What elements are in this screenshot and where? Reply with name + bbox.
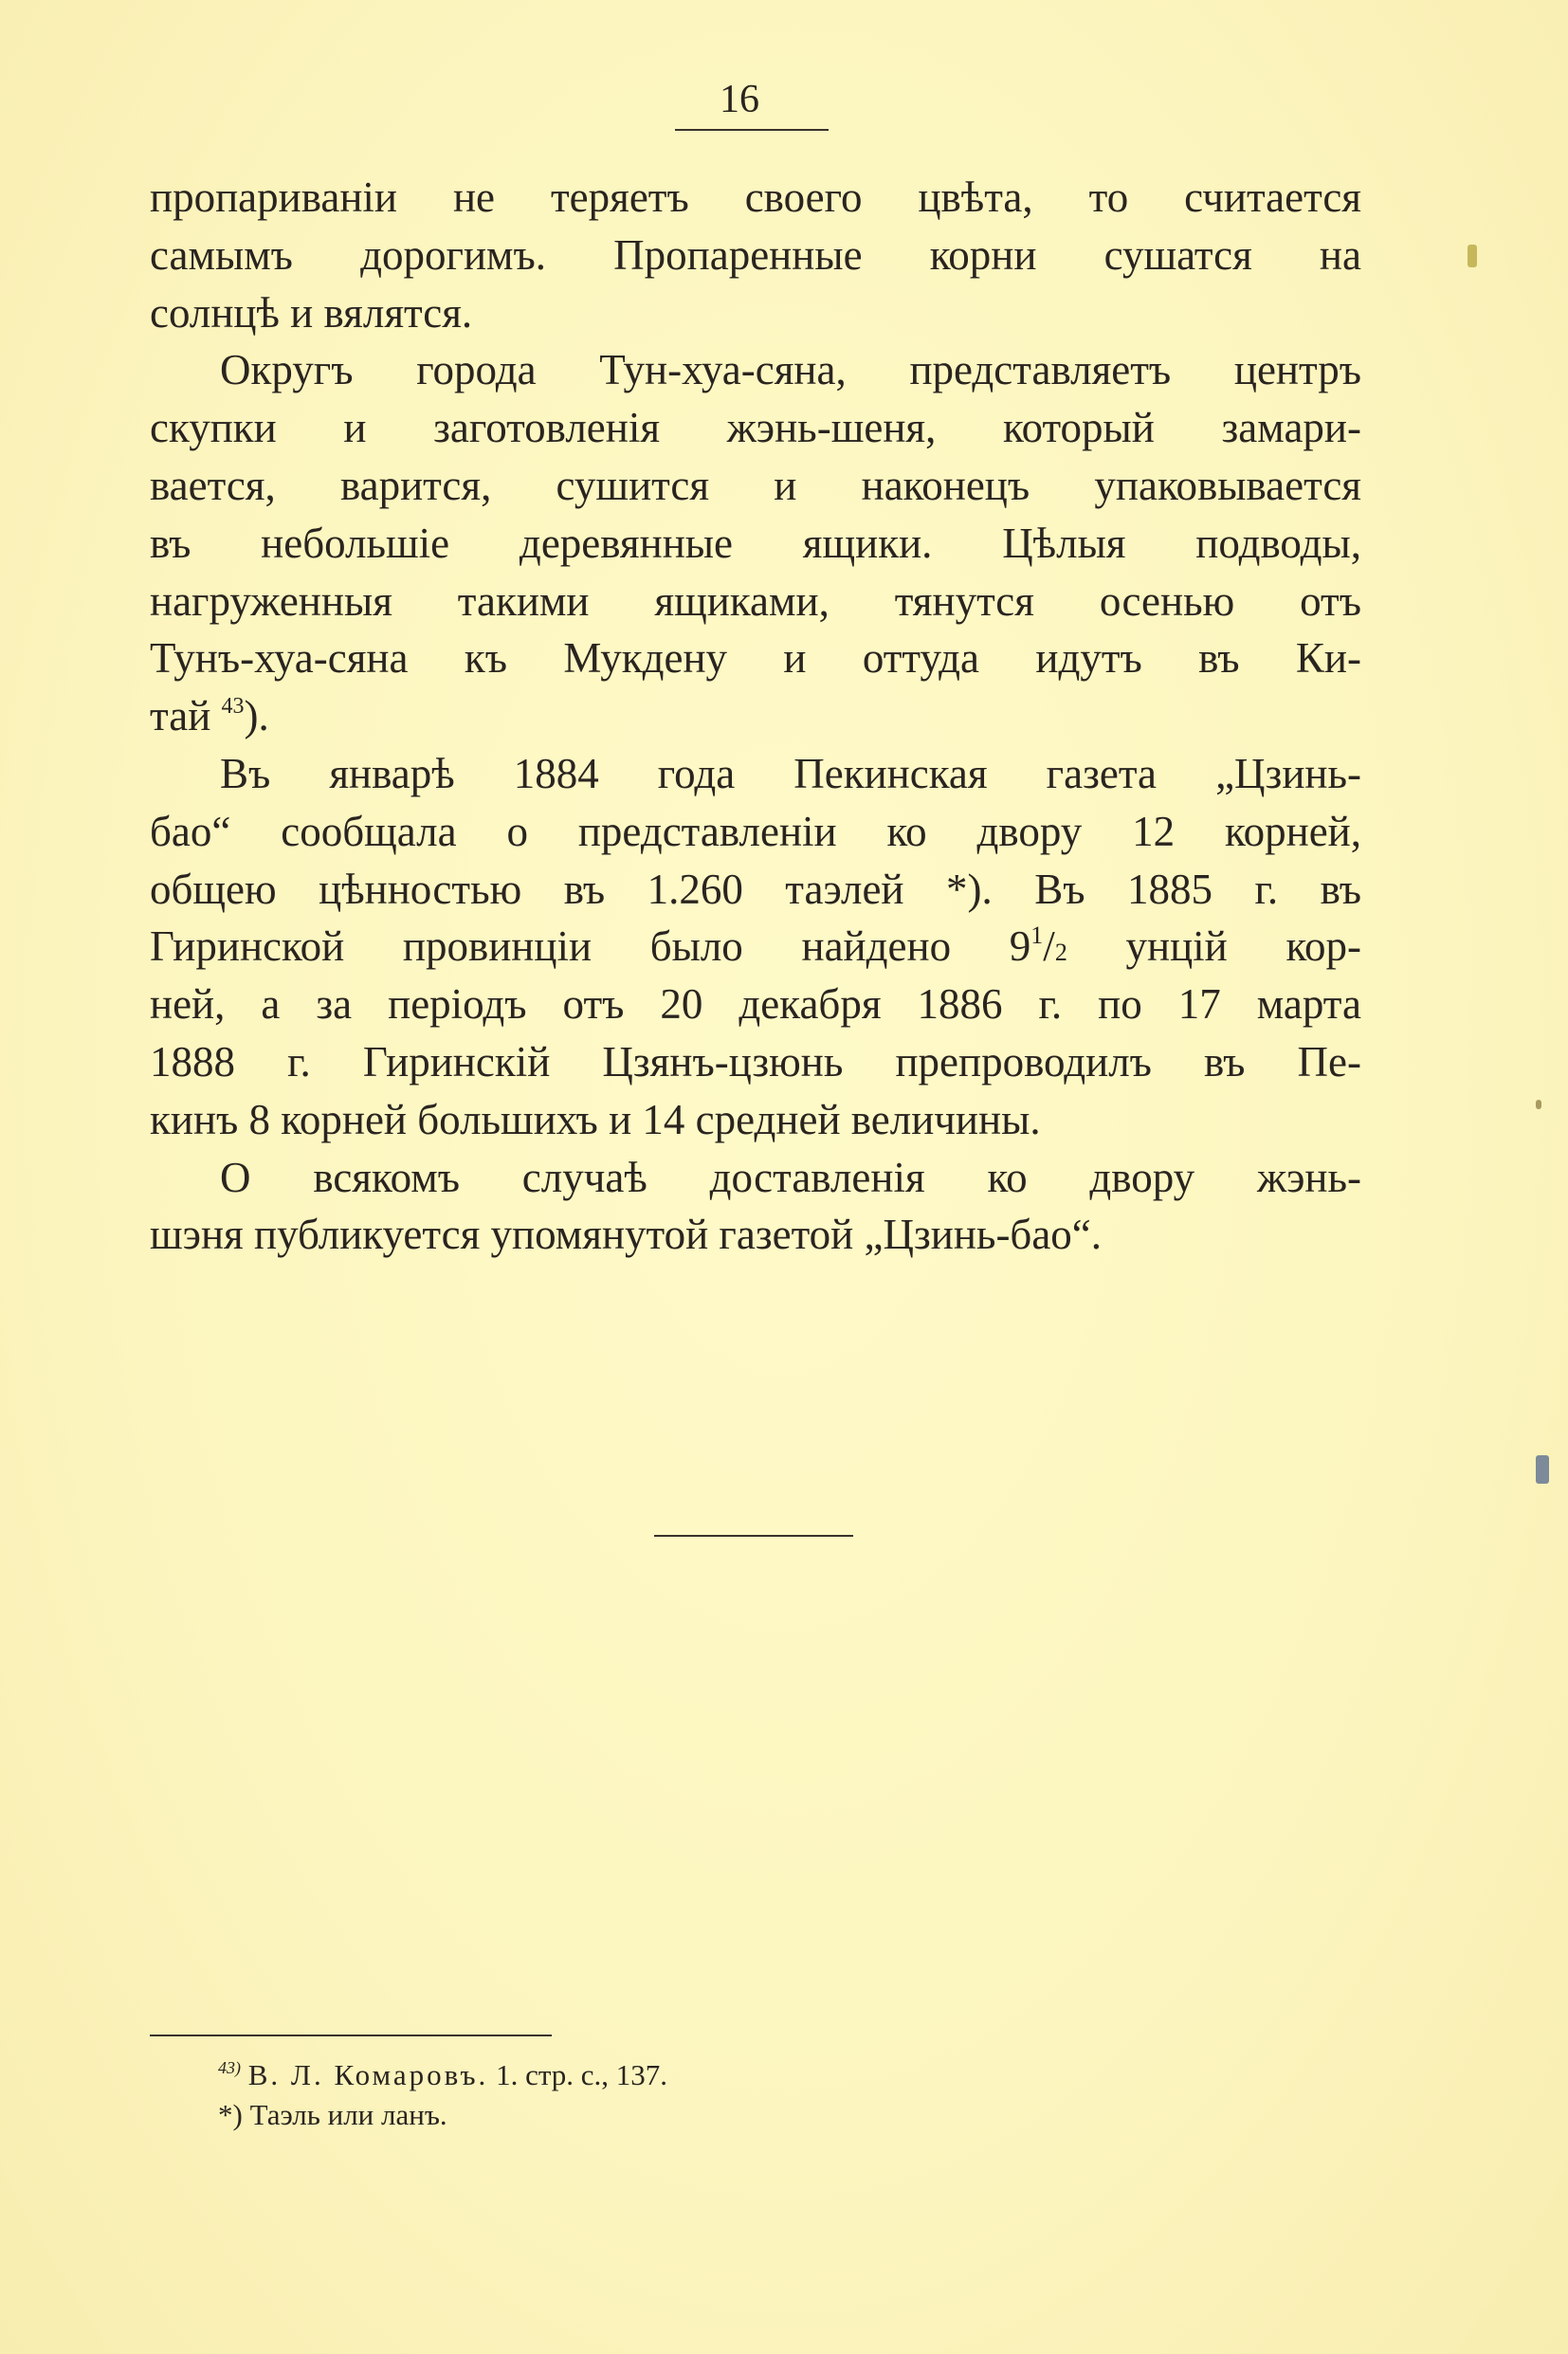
text-line-fragment: Гиринской провинцiи было найдено 9 [150,922,1031,971]
footnote-star [218,2095,447,2135]
text-line: Въ январѣ 1884 года Пекинская газета „Цзинь- [220,749,1361,797]
text-line: въ небольшiе деревянные ящики. Цѣлыя подводы, [150,519,1361,567]
fraction-denominator: 2 [1054,939,1067,967]
footnote-43 [218,2055,667,2095]
margin-speck [1536,1455,1549,1484]
footnote-text: 1. стр. с., 137. [488,2058,668,2091]
section-end-rule [654,1535,853,1537]
margin-speck [1536,1100,1541,1109]
footnote-text: Таэль или ланъ. [242,2098,447,2131]
text-line: 1888 г. Гиринскiй Цзянъ-цзюнь препроводилъ въ Пе- [150,1037,1361,1086]
text-line: О всякомъ случаѣ доставленiя ко двору жэнь- [220,1153,1361,1201]
text-line: шэня публикуется упомянутой газетой „Цзинь-бао“. [150,1211,1103,1259]
text-line: Тунъ-хуа-сяна къ Мукдену и оттуда идутъ въ Ки- [150,634,1361,683]
paragraph-2 [150,341,1361,745]
margin-speck [1468,245,1477,267]
text-line [150,687,1361,745]
page-number: 16 [720,78,759,121]
text-line: солнцѣ и вялятся. [150,288,473,337]
text-line: пропариванiи не теряетъ своего цвѣта, то считается [150,173,1361,221]
text-line: нагруженныя такими ящиками, тянутся осенью отъ [150,576,1361,625]
text-line: кинъ 8 корней большихъ и 14 средней величины. [150,1095,1041,1143]
paragraph-1 [150,169,1361,341]
footnote-ref-43[interactable]: 43 [221,694,245,720]
text-line: самымъ дорогимъ. Пропаренные корни сушатся на [150,230,1361,279]
page-number-rule [675,129,829,131]
text-line: бао“ сообщала о представленiи ко двору 12 корней, [150,807,1361,855]
text-line: ней, а за перiодъ отъ 20 декабря 1886 г. по 17 марта [150,980,1361,1029]
footnote-mark: 43) [218,2058,241,2077]
text-line [150,918,1361,976]
paragraph-3 [150,745,1361,1149]
text-line: вается, варится, сушится и наконецъ упаковывается [150,461,1361,509]
fraction-numerator: 1 [1030,922,1044,950]
fraction-slash: / [1043,922,1055,971]
body-text [150,169,1361,1264]
text-line-fragment: тай [150,692,222,740]
text-line: скупки и заготовленiя жэнь-шеня, который замари- [150,404,1361,452]
text-line-fragment: ). [244,692,269,740]
text-line: Округъ города Тун-хуа-сяна, представляетъ центръ [220,346,1361,394]
text-line: общею цѣнностью въ 1.260 таэлей *). Въ 1885 г. въ [150,865,1361,913]
text-line-fragment: унцiй кор- [1067,922,1362,971]
paragraph-4 [150,1149,1361,1265]
footnote-author: В. Л. Комаровъ. [247,2058,489,2091]
footnote-mark: *) [218,2098,243,2131]
footnote-rule [150,2035,552,2036]
